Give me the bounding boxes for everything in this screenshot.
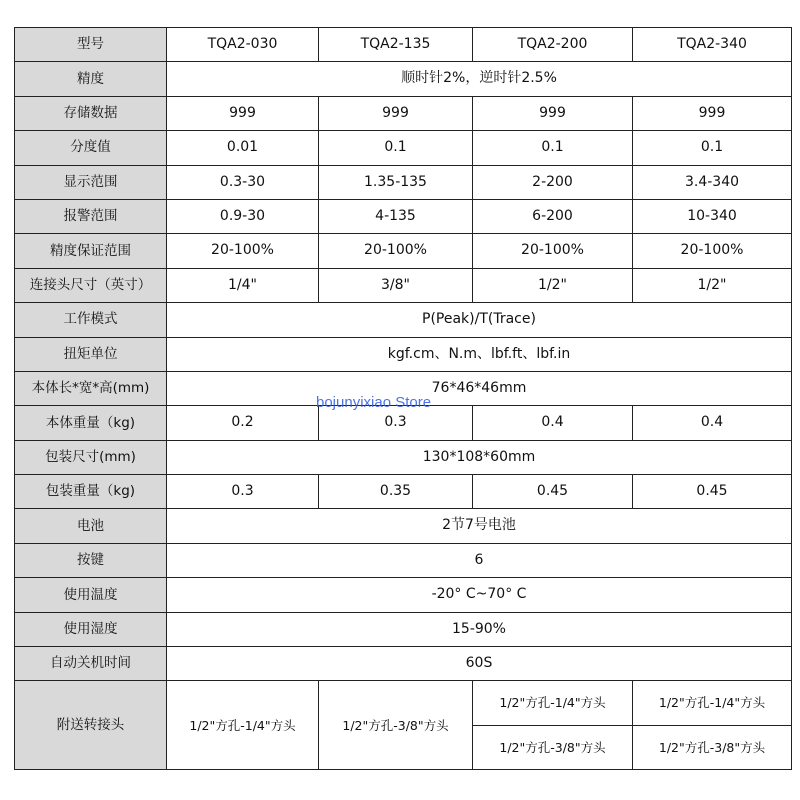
row-label-storage: 存储数据 <box>15 96 167 130</box>
row-label-units: 扭矩单位 <box>15 337 167 371</box>
table-row-temperature <box>15 578 792 612</box>
store-watermark: bojunyixiao Store <box>316 394 432 411</box>
body-size-value: 76*46*46mm <box>167 371 792 405</box>
row-label-alarm-range: 报警范围 <box>15 199 167 233</box>
table-row-keys <box>15 543 792 577</box>
table-cell: 999 <box>473 96 633 130</box>
spec-table <box>14 27 792 770</box>
adapter-cell: 1/2"方孔-1/4"方头 <box>167 681 319 770</box>
row-label-accuracy-range: 精度保证范围 <box>15 234 167 268</box>
row-label-display-range: 显示范围 <box>15 165 167 199</box>
table-cell: 1/2" <box>473 268 633 302</box>
row-label-adapters: 附送转接头 <box>15 681 167 770</box>
table-cell: 10-340 <box>633 199 792 233</box>
table-cell: 0.2 <box>167 406 319 440</box>
table-row-accuracy <box>15 62 792 96</box>
table-row-mode <box>15 303 792 337</box>
model-cell: TQA2-030 <box>167 28 319 62</box>
row-label-connector: 连接头尺寸（英寸） <box>15 268 167 302</box>
table-row-body-size <box>15 371 792 405</box>
adapter-cell: 1/2"方孔-3/8"方头 <box>319 681 473 770</box>
table-cell: 2-200 <box>473 165 633 199</box>
table-cell: 0.1 <box>319 131 473 165</box>
table-cell: 20-100% <box>633 234 792 268</box>
model-cell: TQA2-200 <box>473 28 633 62</box>
adapter-item: 1/2"方孔-3/8"方头 <box>473 725 632 770</box>
table-cell: 0.9-30 <box>167 199 319 233</box>
table-cell: 1/4" <box>167 268 319 302</box>
keys-value: 6 <box>167 543 792 577</box>
row-label-body-size: 本体长*宽*高(mm) <box>15 371 167 405</box>
adapter-cell-split <box>473 681 633 770</box>
row-label-battery: 电池 <box>15 509 167 543</box>
table-cell: 0.4 <box>473 406 633 440</box>
temperature-value: -20° C~70° C <box>167 578 792 612</box>
table-row-humidity <box>15 612 792 646</box>
table-row-accuracy-range <box>15 234 792 268</box>
row-label-mode: 工作模式 <box>15 303 167 337</box>
adapter-item: 1/2"方孔-1/4"方头 <box>499 695 606 711</box>
table-cell: 1/2" <box>633 268 792 302</box>
row-label-keys: 按键 <box>15 543 167 577</box>
mode-value: P(Peak)/T(Trace) <box>167 303 792 337</box>
table-cell: 0.3 <box>319 406 473 440</box>
table-cell: 0.4 <box>633 406 792 440</box>
table-cell: 20-100% <box>319 234 473 268</box>
row-label-resolution: 分度值 <box>15 131 167 165</box>
model-cell: TQA2-340 <box>633 28 792 62</box>
table-row-model <box>15 28 792 62</box>
table-cell: 0.45 <box>473 475 633 509</box>
table-cell: 999 <box>633 96 792 130</box>
package-size-value: 130*108*60mm <box>167 440 792 474</box>
table-row-display-range <box>15 165 792 199</box>
table-row-body-weight <box>15 406 792 440</box>
table-row-package-size <box>15 440 792 474</box>
table-cell: 0.01 <box>167 131 319 165</box>
row-label-body-weight: 本体重量（kg) <box>15 406 167 440</box>
table-cell: 6-200 <box>473 199 633 233</box>
units-value: kgf.cm、N.m、lbf.ft、lbf.in <box>167 337 792 371</box>
table-row-connector <box>15 268 792 302</box>
table-cell: 0.35 <box>319 475 473 509</box>
table-cell: 0.45 <box>633 475 792 509</box>
adapter-item: 1/2"方孔-3/8"方头 <box>633 725 791 770</box>
row-label-model: 型号 <box>15 28 167 62</box>
table-cell: 1.35-135 <box>319 165 473 199</box>
table-cell: 0.1 <box>473 131 633 165</box>
table-cell: 999 <box>167 96 319 130</box>
auto-off-value: 60S <box>167 647 792 681</box>
table-cell: 999 <box>319 96 473 130</box>
table-cell: 20-100% <box>473 234 633 268</box>
table-cell: 0.1 <box>633 131 792 165</box>
table-row-adapters <box>15 681 792 770</box>
row-label-package-weight: 包装重量（kg) <box>15 475 167 509</box>
row-label-humidity: 使用湿度 <box>15 612 167 646</box>
table-row-battery <box>15 509 792 543</box>
table-row-auto-off <box>15 647 792 681</box>
table-row-package-weight <box>15 475 792 509</box>
table-cell: 0.3 <box>167 475 319 509</box>
row-label-auto-off: 自动关机时间 <box>15 647 167 681</box>
row-label-accuracy: 精度 <box>15 62 167 96</box>
table-cell: 0.3-30 <box>167 165 319 199</box>
table-row-units <box>15 337 792 371</box>
table-cell: 4-135 <box>319 199 473 233</box>
row-label-temperature: 使用温度 <box>15 578 167 612</box>
table-cell: 3.4-340 <box>633 165 792 199</box>
row-label-package-size: 包装尺寸(mm) <box>15 440 167 474</box>
adapter-cell-split <box>633 681 792 770</box>
table-row-alarm-range <box>15 199 792 233</box>
accuracy-value: 顺时针2%，逆时针2.5% <box>167 62 792 96</box>
adapter-item: 1/2"方孔-1/4"方头 <box>658 695 766 711</box>
battery-value: 2节7号电池 <box>167 509 792 543</box>
humidity-value: 15-90% <box>167 612 792 646</box>
table-row-storage <box>15 96 792 130</box>
table-cell: 3/8" <box>319 268 473 302</box>
table-cell: 20-100% <box>167 234 319 268</box>
model-cell: TQA2-135 <box>319 28 473 62</box>
table-row-resolution <box>15 131 792 165</box>
